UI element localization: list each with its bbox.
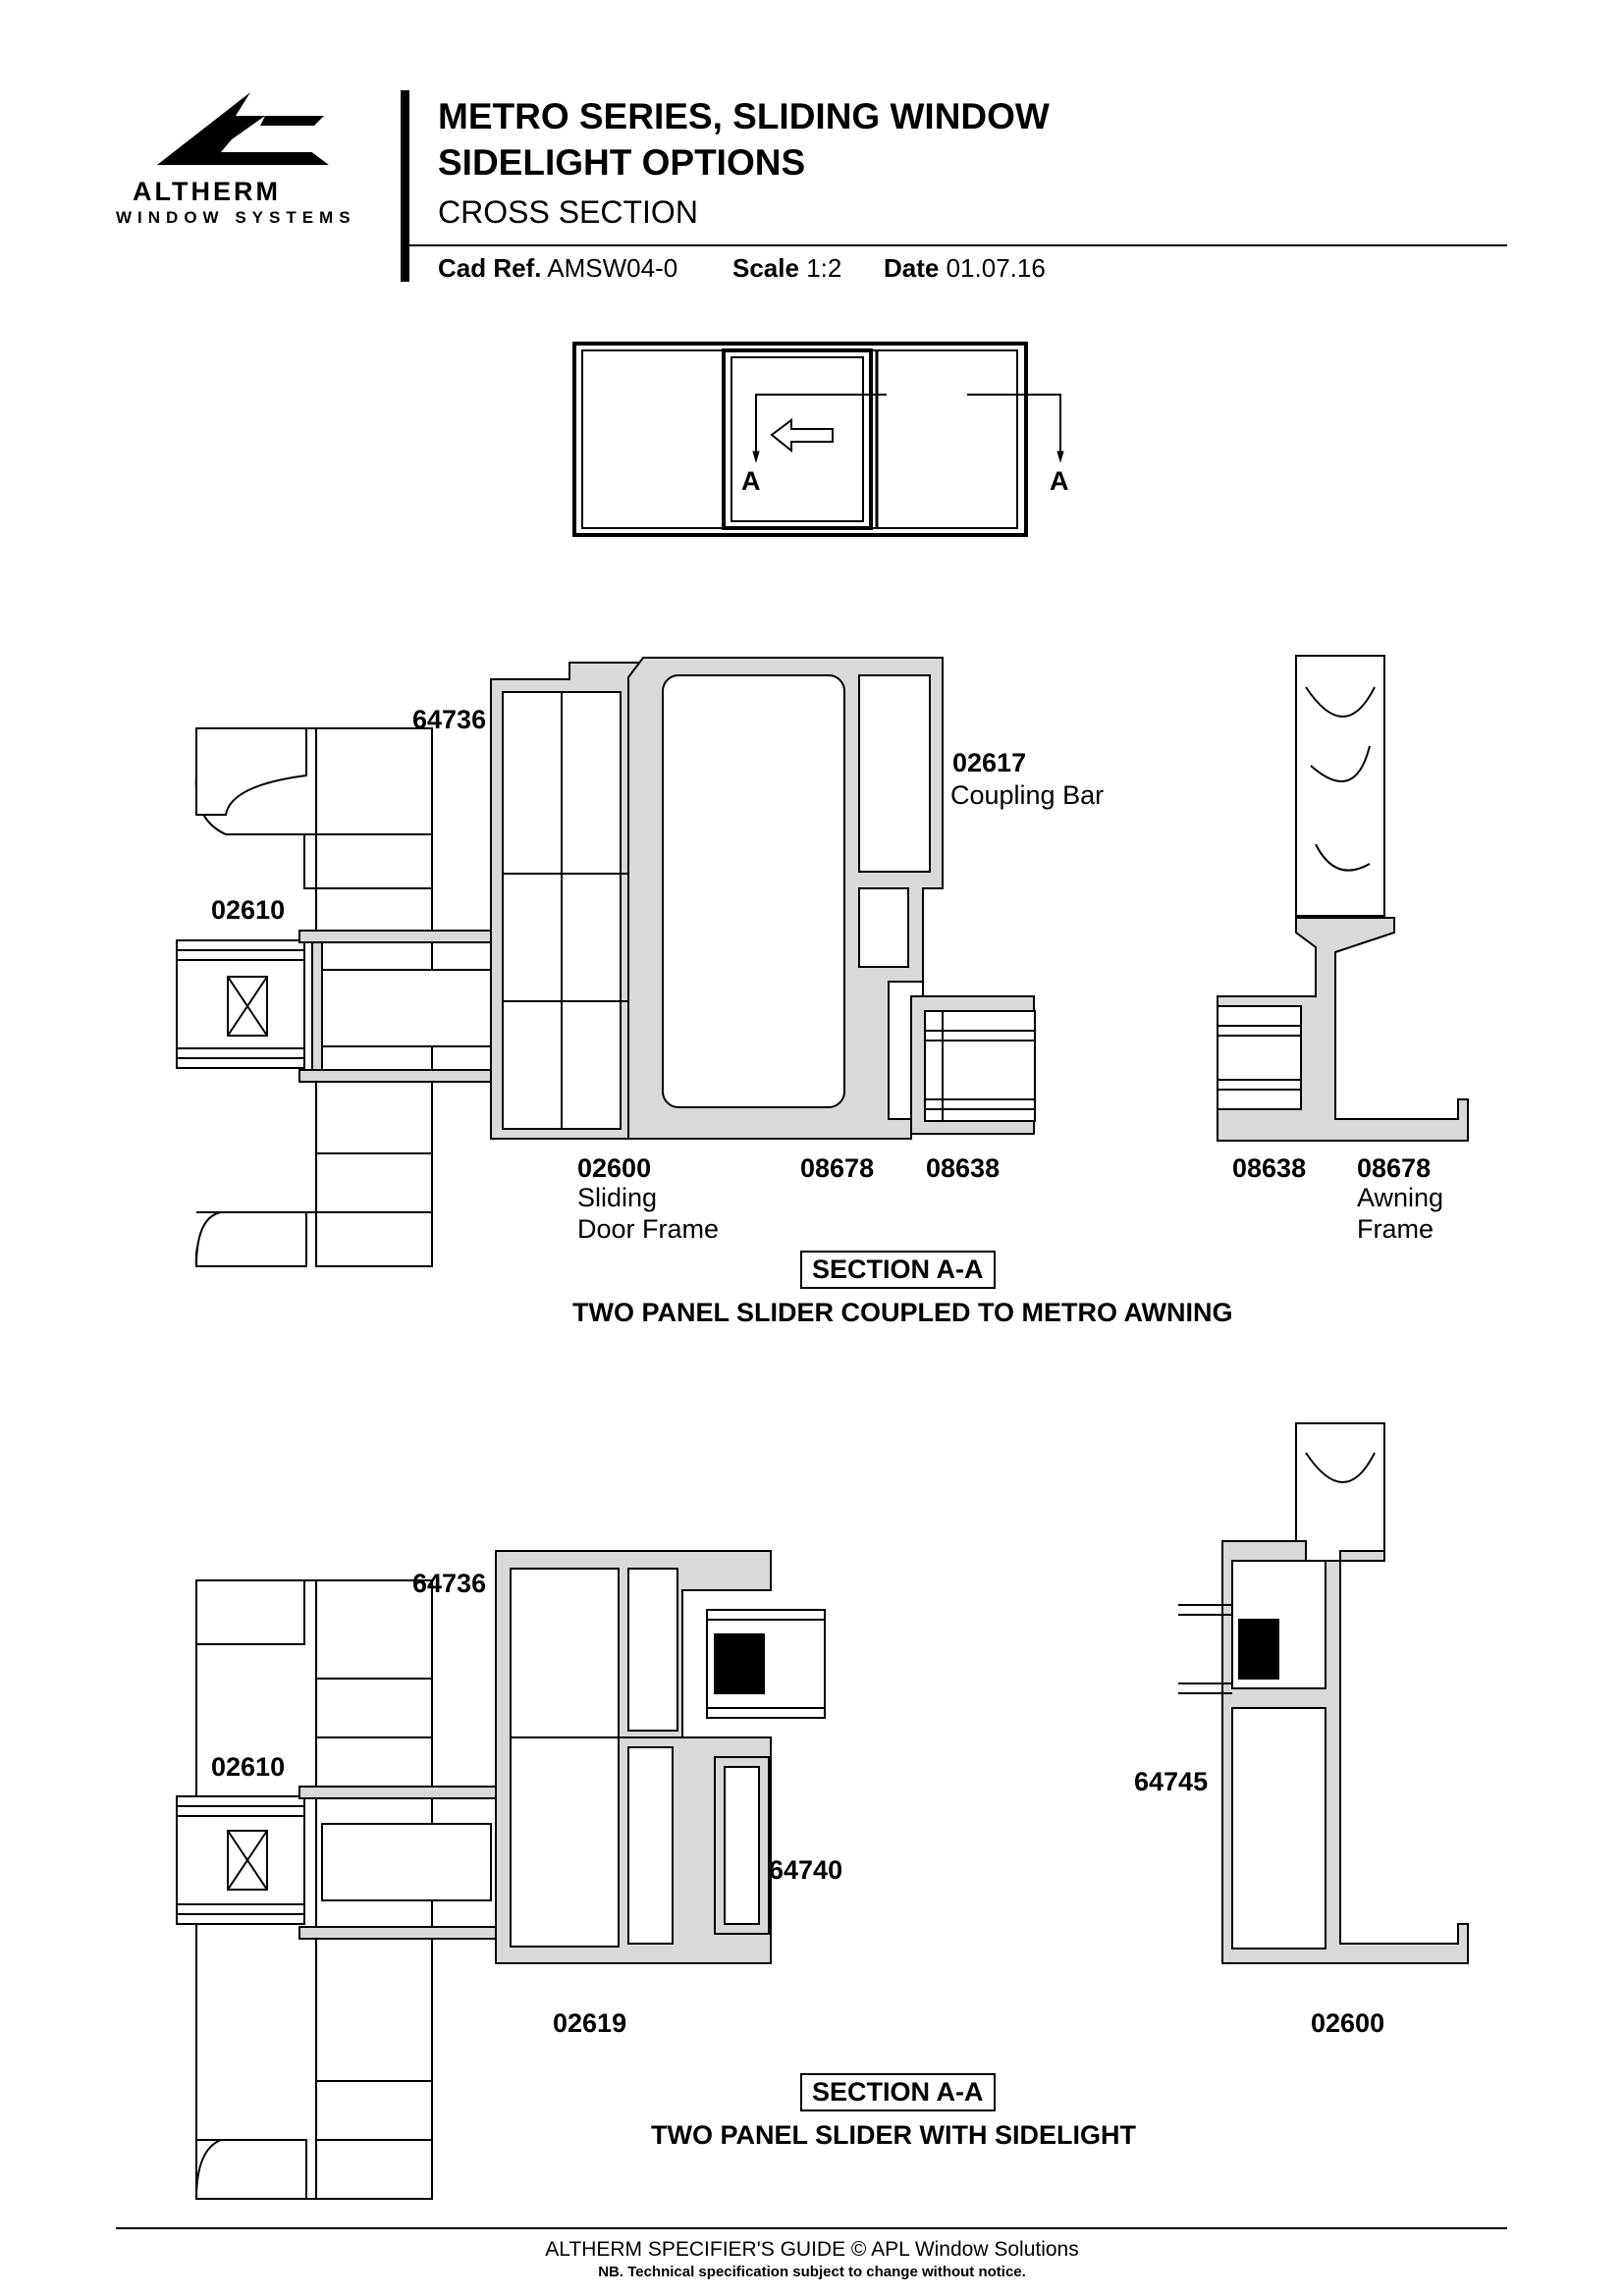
- label-08638: 08638: [926, 1153, 1001, 1183]
- section2-caption: TWO PANEL SLIDER WITH SIDELIGHT: [651, 2120, 1136, 2150]
- label-coupling-bar: Coupling Bar: [950, 780, 1105, 810]
- footer-note: NB. Technical specification subject to change without notice.: [598, 2264, 1026, 2280]
- cad-ref: [438, 253, 677, 284]
- label-02610-s2: 02610: [211, 1752, 286, 1782]
- label-02617: 02617: [952, 748, 1027, 777]
- scale-label: Scale: [732, 253, 799, 283]
- label-08678-awning: 08678: [1357, 1153, 1432, 1183]
- label-02600: 02600: [577, 1153, 652, 1183]
- section2-title: SECTION A-A: [800, 2073, 996, 2111]
- label-02610: 02610: [211, 895, 286, 925]
- label-sliding: Sliding: [577, 1183, 658, 1212]
- label-awning: Awning: [1357, 1183, 1444, 1212]
- date-label: Date: [884, 253, 940, 283]
- label-02619: 02619: [553, 2008, 627, 2038]
- section-mark-left: A: [741, 466, 761, 496]
- date: [884, 253, 1046, 284]
- altherm-logo-icon: [157, 92, 334, 165]
- section-mark-right: A: [1050, 466, 1069, 496]
- footer-line1: ALTHERM SPECIFIER'S GUIDE © APL Window Solutions: [545, 2238, 1079, 2261]
- label-door-frame: Door Frame: [577, 1214, 720, 1244]
- page-title-line2: SIDELIGHT OPTIONS: [438, 142, 806, 183]
- label-64736: 64736: [412, 705, 487, 734]
- label-08638-awning: 08638: [1232, 1153, 1307, 1183]
- label-08678: 08678: [800, 1153, 875, 1183]
- page-title-line3: CROSS SECTION: [438, 194, 698, 230]
- label-02600-s2: 02600: [1311, 2008, 1385, 2038]
- page-title-line1: METRO SERIES, SLIDING WINDOW: [438, 96, 1050, 136]
- label-64745: 64745: [1134, 1767, 1209, 1796]
- header-vertical-bar: [401, 90, 409, 282]
- brand-tagline: WINDOW SYSTEMS: [116, 208, 356, 227]
- key-plan-diagram: [574, 344, 1063, 535]
- date-value: 01.07.16: [946, 253, 1046, 283]
- scale: [732, 253, 841, 284]
- section1-title: SECTION A-A: [800, 1251, 996, 1289]
- section1-caption: TWO PANEL SLIDER COUPLED TO METRO AWNING: [572, 1298, 1233, 1327]
- cad-ref-value: AMSW04-0: [547, 253, 678, 283]
- label-frame: Frame: [1357, 1214, 1435, 1244]
- brand-name: ALTHERM: [133, 177, 281, 206]
- label-64740: 64740: [769, 1855, 843, 1885]
- label-64736-s2: 64736: [412, 1569, 487, 1598]
- cad-ref-label: Cad Ref.: [438, 253, 542, 283]
- scale-value: 1:2: [806, 253, 842, 283]
